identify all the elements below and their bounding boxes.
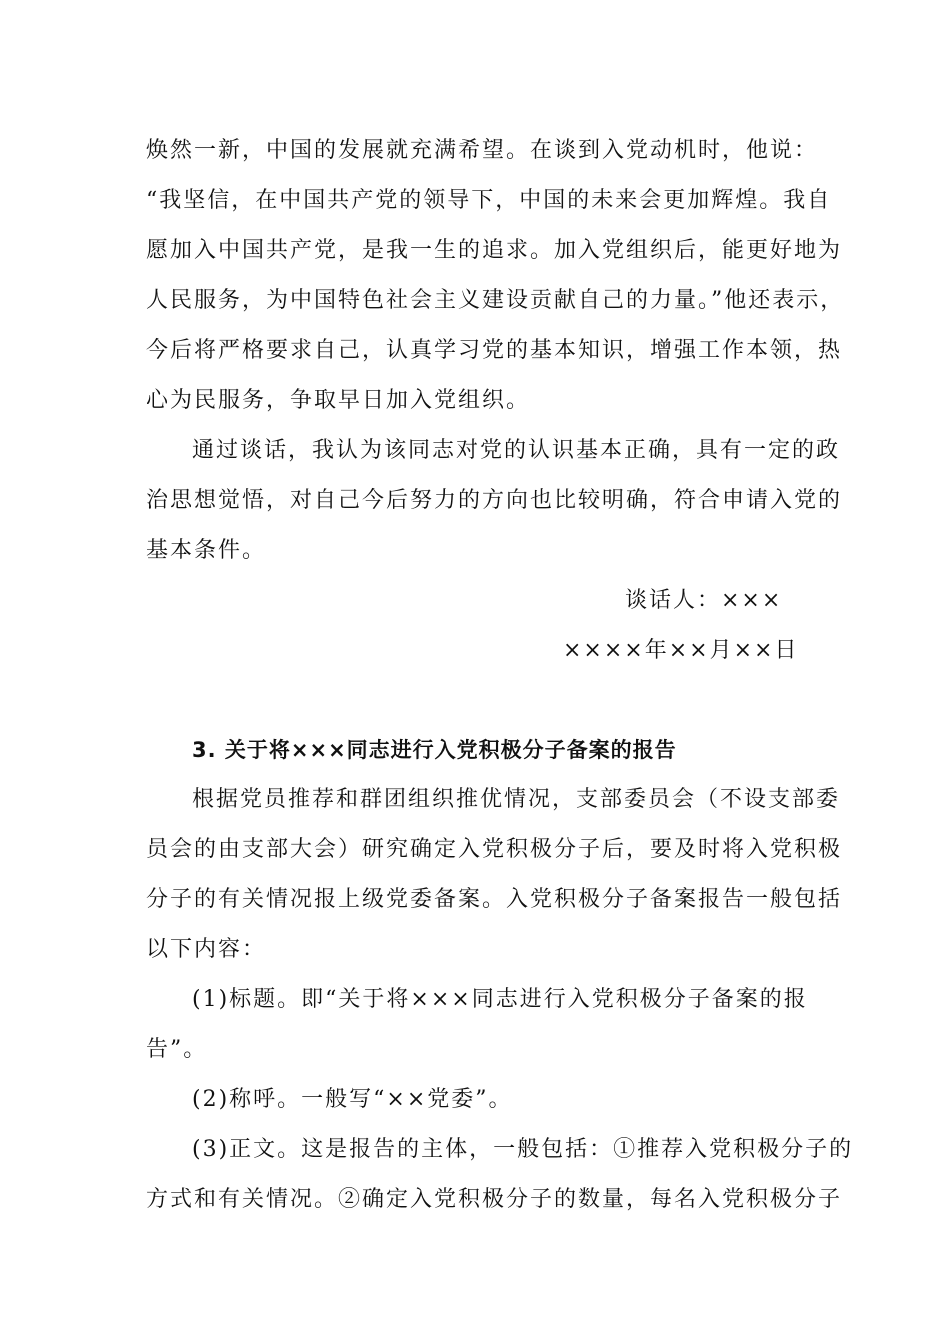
text-line: “我坚信，在中国共产党的领导下，中国的未来会更加辉煌。我自 xyxy=(146,188,832,213)
text-line: 心为民服务，争取早日加入党组织。 xyxy=(146,388,531,413)
text-line: 员会的由支部大会）研究确定入党积极分子后，要及时将入党积极 xyxy=(146,837,843,862)
text-line: 分子的有关情况报上级党委备案。入党积极分子备案报告一般包括 xyxy=(146,887,843,912)
text-line: (1)标题。即“关于将×××同志进行入党积极分子备案的报 xyxy=(192,987,808,1012)
section-heading: 3. 关于将×××同志进行入党积极分子备案的报告 xyxy=(192,738,677,762)
text-line: (2)称呼。一般写“××党委”。 xyxy=(192,1087,513,1112)
text-line: 根据党员推荐和群团组织推优情况，支部委员会（不设支部委 xyxy=(192,787,841,812)
text-line: 基本条件。 xyxy=(146,538,267,563)
text-line: 方式和有关情况。②确定入党积极分子的数量，每名入党积极分子 xyxy=(146,1187,843,1212)
text-line: 愿加入中国共产党，是我一生的追求。加入党组织后，能更好地为 xyxy=(146,238,843,263)
text-line: 今后将严格要求自己，认真学习党的基本知识，增强工作本领，热 xyxy=(146,338,843,363)
text-line: 告”。 xyxy=(146,1037,208,1062)
text-line: 焕然一新，中国的发展就充满希望。在谈到入党动机时，他说： xyxy=(146,138,819,163)
signature-date: ××××年××月××日 xyxy=(563,638,799,663)
text-line: 以下内容： xyxy=(146,937,267,962)
text-line: (3)正文。这是报告的主体，一般包括：①推荐入党积极分子的 xyxy=(192,1137,854,1162)
signature-speaker: 谈话人：××× xyxy=(625,588,783,613)
text-line: 人民服务，为中国特色社会主义建设贡献自己的力量。”他还表示， xyxy=(146,288,845,313)
text-line: 通过谈话，我认为该同志对党的认识基本正确，具有一定的政 xyxy=(192,438,841,463)
text-line: 治思想觉悟，对自己今后努力的方向也比较明确，符合申请入党的 xyxy=(146,488,843,513)
